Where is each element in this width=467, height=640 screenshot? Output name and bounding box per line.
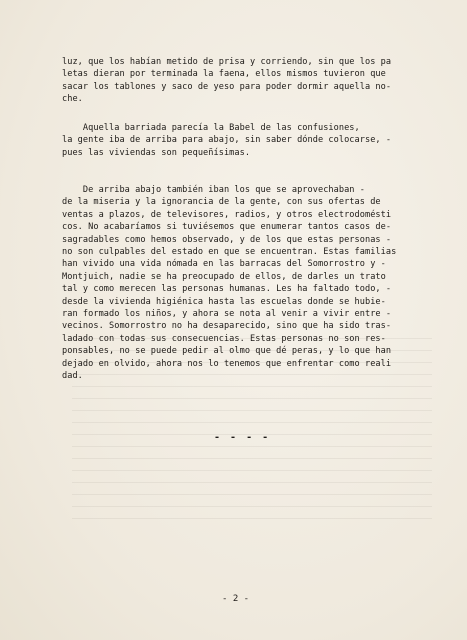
text-line: ran formado los niños, y ahora se nota al venir a vivir entre -: [62, 309, 392, 320]
paragraph-2: [62, 122, 434, 159]
text-line: han vivido una vida nómada en las barracas del Somorrostro y -: [62, 259, 386, 270]
text-line: luz, que los habían metido de prisa y corriendo, sin que los pa: [62, 57, 392, 67]
text-line: cos. No acabaríamos si tuviésemos que enumerar tantos casos de-: [62, 222, 392, 233]
text-line: no son culpables del estado en que se encuentran. Estas familias: [62, 247, 397, 258]
text-line: la gente iba de arriba para abajo, sin saber dónde colocarse, -: [62, 135, 392, 146]
text-line: pues las viviendas son pequeñísimas.: [62, 147, 251, 158]
text-line: dad.: [62, 371, 83, 382]
text-line: Montjuich, nadie se ha preocupado de ellos, de darles un trato: [62, 271, 386, 282]
text-line: letas dieran por terminada la faena, ellos mismos tuvieron que: [62, 69, 386, 80]
text-line: che.: [62, 94, 83, 105]
paragraph-1: [62, 56, 434, 106]
text-line: tal y como merecen las personas humanas. Les ha faltado todo, -: [62, 284, 392, 295]
page-number: - 2 -: [222, 594, 250, 604]
text-line: desde la vivienda higiénica hasta las escuelas donde se hubie-: [62, 296, 386, 307]
text-line: ponsables, no se puede pedir al olmo que dé peras, y lo que han: [62, 346, 392, 357]
paragraph-3: [62, 184, 434, 383]
text-line: De arriba abajo también iban los que se aprovechaban -: [62, 185, 365, 195]
text-line: vecinos. Somorrostro no ha desaparecido, sino que ha sido tras-: [62, 321, 392, 332]
text-line: de la miseria y la ignorancia de la gente, con sus ofertas de: [62, 197, 381, 208]
text-line: Aquella barriada parecía la Babel de las confusiones,: [62, 123, 360, 133]
section-separator: - - - -: [214, 432, 271, 443]
text-line: sagradables como hemos observado, y de los que estas personas -: [62, 234, 392, 245]
text-line: ladado con todas sus consecuencias. Estas personas no son res-: [62, 333, 386, 344]
text-line: ventas a plazos, de televisores, radios, y otros electrodomésti: [62, 209, 392, 220]
text-line: sacar los tablones y saco de yeso para poder dormir aquella no-: [62, 81, 392, 92]
text-line: dejado en olvido, ahora nos lo tenemos que enfrentar como reali: [62, 358, 392, 369]
